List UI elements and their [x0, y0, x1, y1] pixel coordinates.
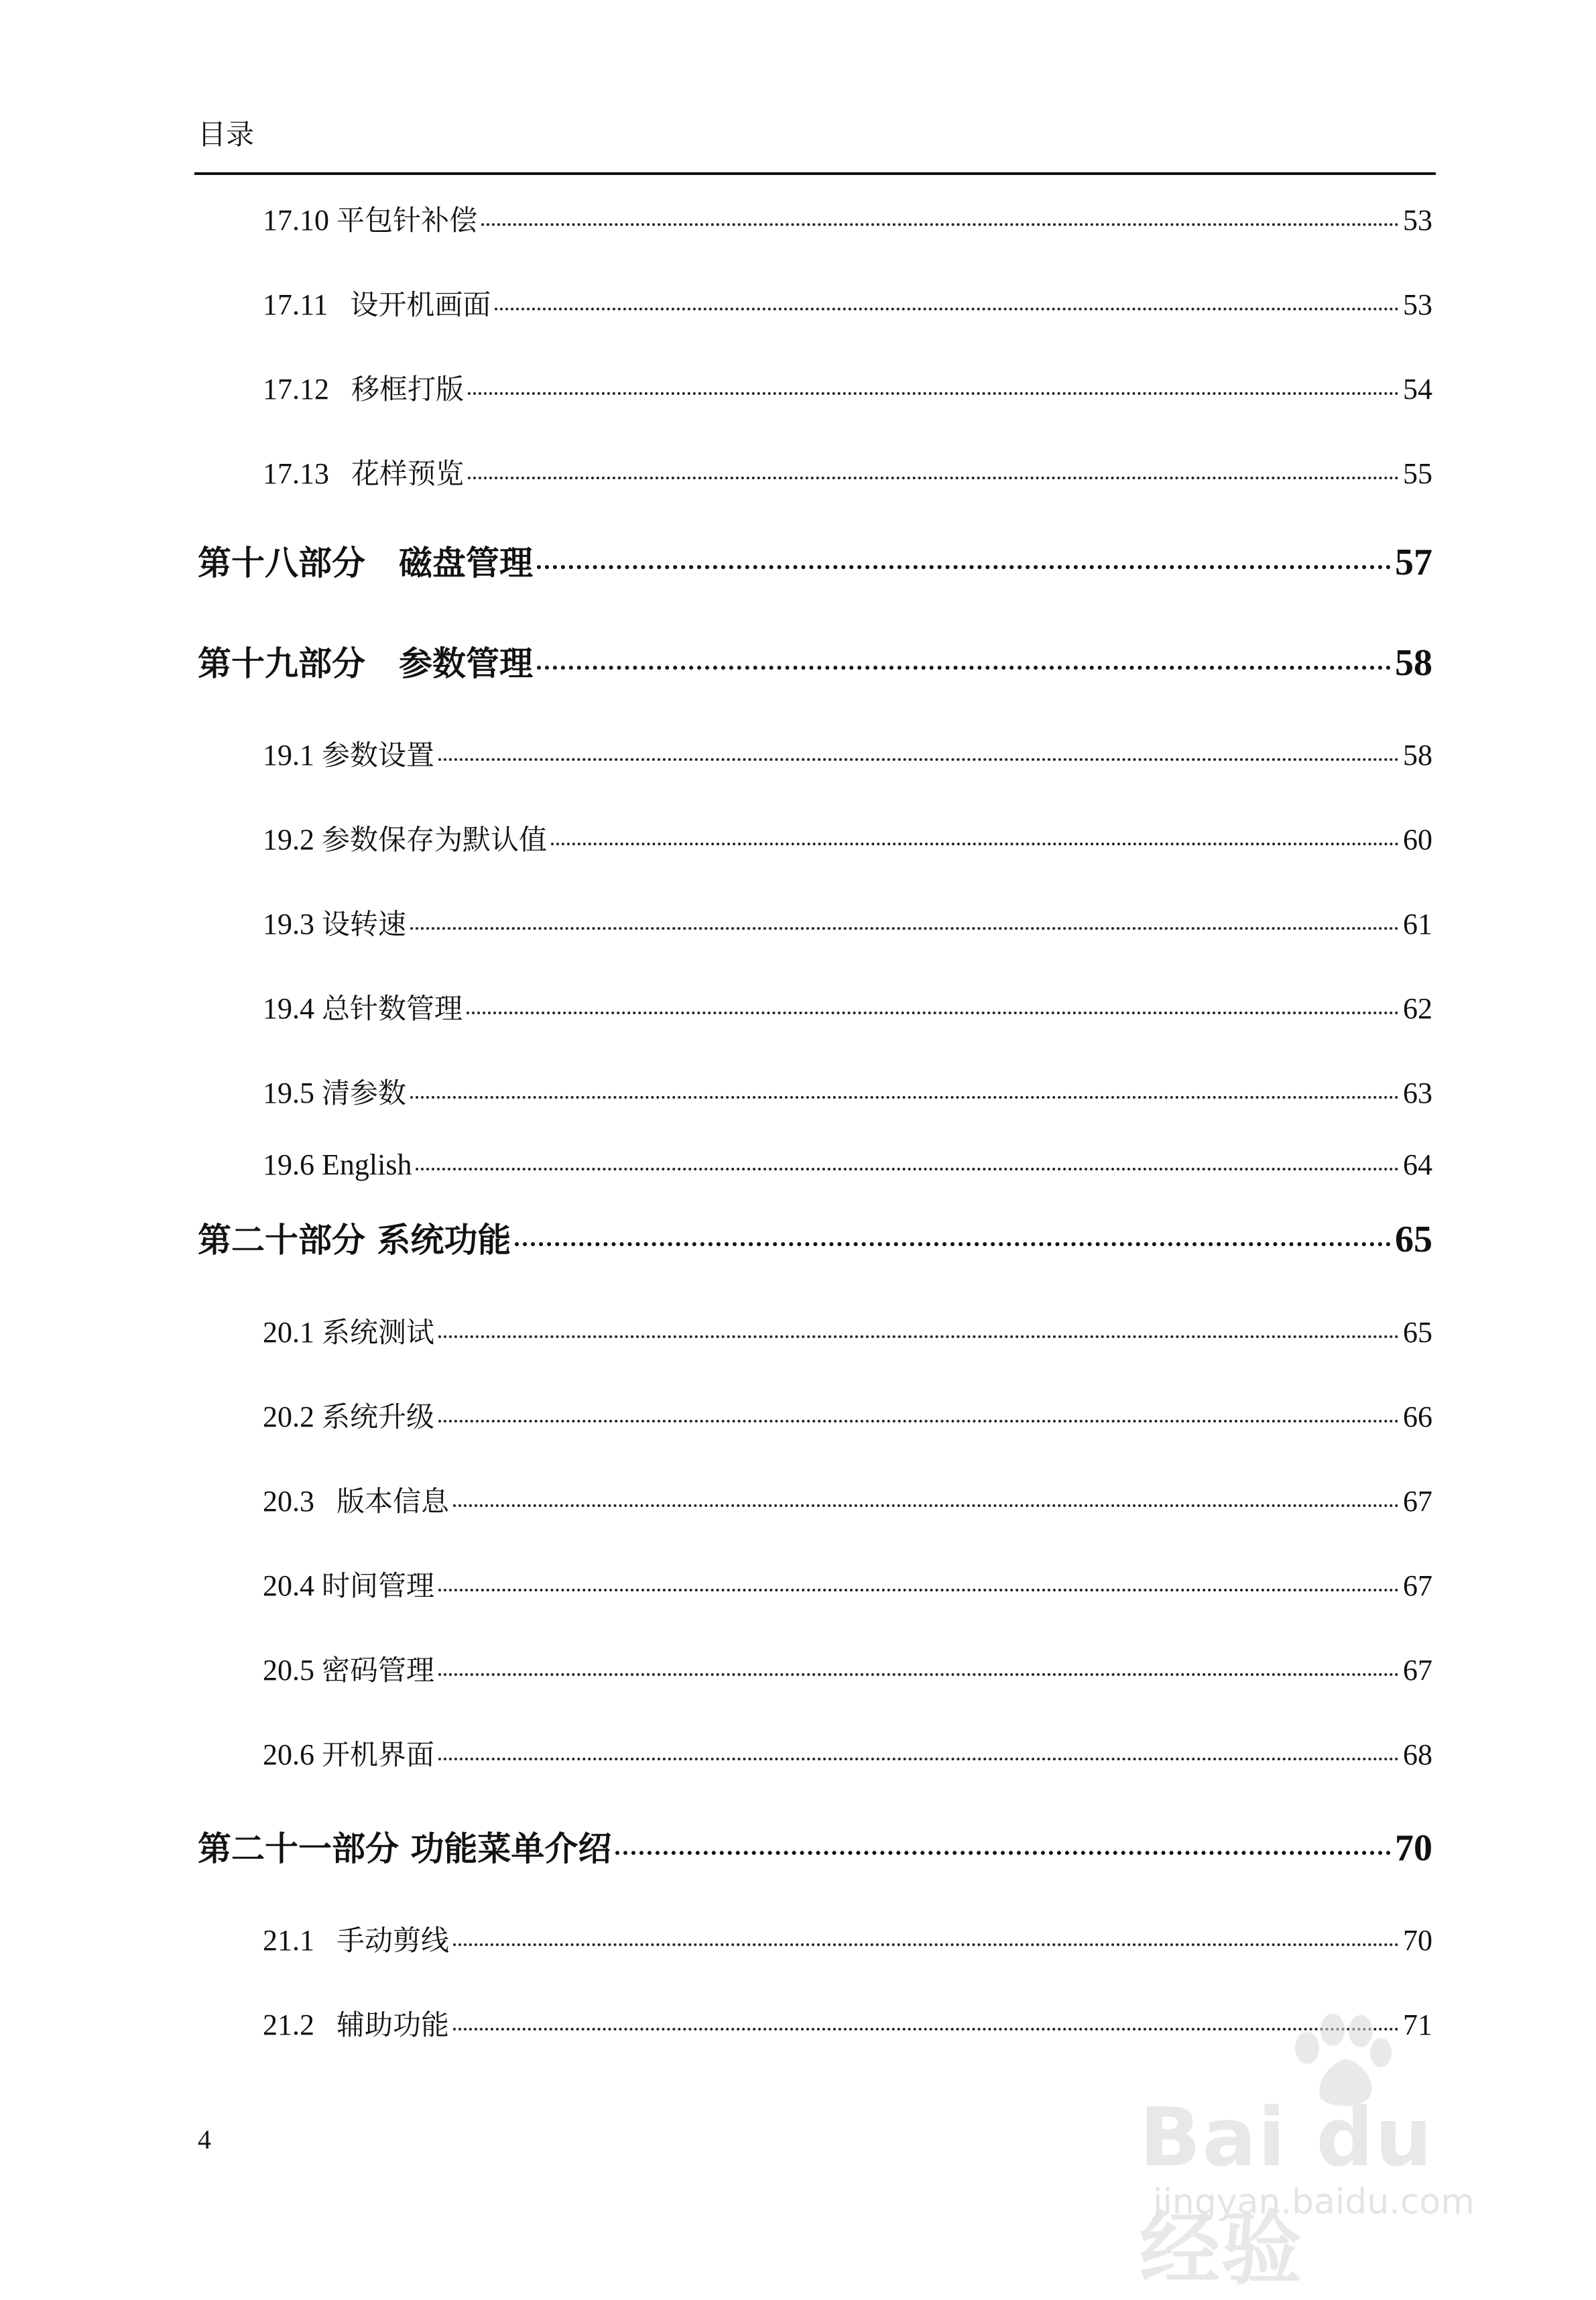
dot-leader: [515, 1242, 1391, 1246]
toc-entry[interactable]: [263, 1311, 1432, 1351]
toc-entry-page: 54: [1403, 373, 1432, 406]
toc-entry-number: 19.5: [263, 1077, 314, 1109]
dot-leader: [453, 1504, 1399, 1507]
toc-entry-number: 17.13: [263, 457, 329, 490]
toc-entry-number: 20.5: [263, 1654, 314, 1687]
toc-entry-text: 手动剪线: [336, 1924, 450, 1957]
toc-entry-title: [263, 198, 477, 239]
toc-entry-title: [263, 1311, 434, 1351]
toc-entry-title: [263, 1919, 449, 1959]
toc-entry-page: 64: [1403, 1148, 1432, 1181]
watermark-brand: Bai du 经验: [1140, 2092, 1434, 2296]
toc-chapter-page: 65: [1395, 1219, 1432, 1260]
toc-chapter-page: 70: [1395, 1827, 1432, 1869]
dot-leader: [468, 392, 1399, 395]
dot-leader: [481, 223, 1399, 226]
toc-entry-title: [263, 367, 464, 408]
toc-entry-text: 系统升级: [322, 1400, 435, 1433]
toc-chapter[interactable]: [198, 536, 1432, 585]
toc-entry-page: 71: [1403, 2008, 1432, 2041]
toc-chapter-page: 58: [1395, 642, 1432, 684]
dot-leader: [551, 843, 1399, 845]
toc-entry-title: [263, 1648, 434, 1689]
baidu-watermark: [1140, 2011, 1515, 2296]
toc-entry-text: 版本信息: [336, 1485, 450, 1518]
toc-entry-page: 62: [1403, 992, 1432, 1025]
toc-entry-page: 53: [1403, 204, 1432, 237]
toc-entry-number: 21.2: [263, 2008, 314, 2041]
toc-entry[interactable]: [263, 1919, 1432, 1959]
toc-entry[interactable]: [263, 452, 1432, 492]
toc-entry-page: 66: [1403, 1400, 1432, 1433]
toc-entry-title: [263, 1479, 449, 1520]
toc-entry-page: 53: [1403, 288, 1432, 321]
toc-entry-title: [263, 902, 406, 943]
toc-entry-number: 19.1: [263, 739, 314, 772]
toc-entry-text: 辅助功能: [336, 2008, 450, 2041]
toc-entry-text: English: [322, 1148, 412, 1181]
toc-entry-page: 67: [1403, 1485, 1432, 1518]
toc-entry-title: [263, 1071, 406, 1111]
watermark-url: jingyan.baidu.com: [1153, 2182, 1475, 2222]
dot-leader: [438, 1420, 1399, 1423]
toc-entry-text: 总针数管理: [322, 992, 463, 1025]
toc-entry-text: 时间管理: [322, 1569, 435, 1602]
toc-entry-title: [263, 1148, 412, 1182]
dot-leader: [438, 1589, 1399, 1591]
toc-entry-text: 花样预览: [351, 457, 465, 490]
toc-entry-title: [263, 818, 547, 858]
toc-entry-page: 67: [1403, 1569, 1432, 1602]
toc-entry[interactable]: [263, 987, 1432, 1027]
toc-entry-number: 21.1: [263, 1924, 314, 1957]
toc-entry-title: [263, 1395, 434, 1435]
toc-entry[interactable]: [263, 1733, 1432, 1773]
toc-entry[interactable]: [263, 733, 1432, 774]
dot-leader: [438, 1758, 1399, 1760]
toc-chapter[interactable]: [198, 637, 1432, 685]
toc-entry[interactable]: [263, 902, 1432, 943]
toc-entry-number: 19.2: [263, 823, 314, 856]
dot-leader: [438, 1335, 1399, 1338]
toc-entry[interactable]: [263, 367, 1432, 408]
page-number: 4: [198, 2124, 211, 2155]
toc-entry-page: 67: [1403, 1654, 1432, 1687]
toc-entry-page: 70: [1403, 1924, 1432, 1957]
toc-entry-page: 65: [1403, 1316, 1432, 1349]
toc-entry[interactable]: [263, 1148, 1432, 1182]
toc-chapter-page: 57: [1395, 542, 1432, 583]
toc-entry-page: 58: [1403, 739, 1432, 772]
dot-leader: [410, 1096, 1399, 1099]
toc-entry-text: 清参数: [322, 1077, 407, 1109]
toc-entry[interactable]: [263, 1071, 1432, 1111]
toc-entry[interactable]: [263, 198, 1432, 239]
toc-entry-number: 20.4: [263, 1569, 314, 1602]
dot-leader: [410, 927, 1399, 930]
toc-entry-text: 设开机画面: [350, 288, 491, 321]
toc-chapter-title: 第十九部分 参数管理: [198, 644, 533, 683]
dot-leader: [438, 1673, 1399, 1676]
toc-entry[interactable]: [263, 818, 1432, 858]
toc-entry-text: 参数保存为默认值: [322, 823, 548, 856]
page-header-title: 目录: [198, 118, 255, 151]
toc-entry-text: 平包针补偿: [336, 204, 478, 237]
toc-entry-page: 63: [1403, 1077, 1432, 1109]
toc-entry-text: 参数设置: [322, 739, 435, 772]
toc-entry-number: 17.11: [263, 288, 328, 321]
toc-entry-title: [263, 733, 434, 774]
toc-entry-text: 开机界面: [322, 1738, 435, 1771]
toc-entry-number: 17.10: [263, 204, 329, 237]
toc-entry[interactable]: [263, 1648, 1432, 1689]
toc-entry-number: 20.2: [263, 1400, 314, 1433]
toc-entry[interactable]: [263, 1479, 1432, 1520]
dot-leader: [467, 1012, 1399, 1014]
toc-entry[interactable]: [263, 1395, 1432, 1435]
toc-entry-title: [263, 2003, 449, 2043]
dot-leader: [537, 565, 1391, 569]
toc-entry-text: 密码管理: [322, 1654, 435, 1687]
toc-entry-number: 19.6: [263, 1148, 314, 1181]
toc-entry-page: 61: [1403, 908, 1432, 941]
toc-entry-page: 55: [1403, 457, 1432, 490]
toc-entry[interactable]: [263, 283, 1432, 323]
toc-entry-title: [263, 987, 463, 1027]
toc-entry-page: 68: [1403, 1738, 1432, 1771]
toc-entry[interactable]: [263, 1564, 1432, 1604]
toc-chapter-title: 第十八部分 磁盘管理: [198, 544, 533, 583]
toc-entry-title: [263, 452, 464, 492]
toc-chapter[interactable]: [198, 1822, 1432, 1870]
dot-leader: [468, 477, 1399, 479]
dot-leader: [453, 1943, 1399, 1946]
dot-leader: [495, 308, 1399, 310]
toc-entry-number: 20.1: [263, 1316, 314, 1349]
toc-entry-number: 19.3: [263, 908, 314, 941]
toc-chapter-title: 第二十部分 系统功能: [198, 1221, 511, 1260]
dot-leader: [537, 666, 1391, 670]
toc-entry-title: [263, 283, 491, 323]
toc-entry-text: 设转速: [322, 908, 407, 941]
toc-entry-text: 移框打版: [351, 373, 465, 406]
toc-entry-number: 20.3: [263, 1485, 314, 1518]
toc-chapter[interactable]: [198, 1213, 1432, 1262]
toc-entry-page: 60: [1403, 823, 1432, 856]
toc-entry-number: 17.12: [263, 373, 329, 406]
toc-entry-title: [263, 1564, 434, 1604]
toc-entry-number: 19.4: [263, 992, 314, 1025]
toc-entry-title: [263, 1733, 434, 1773]
dot-leader: [416, 1168, 1399, 1170]
toc-entry-text: 系统测试: [322, 1316, 435, 1349]
toc-entry-number: 20.6: [263, 1738, 314, 1771]
dot-leader: [438, 758, 1399, 761]
toc-chapter-title: 第二十一部分 功能菜单介绍: [198, 1829, 612, 1868]
dot-leader: [615, 1851, 1391, 1855]
